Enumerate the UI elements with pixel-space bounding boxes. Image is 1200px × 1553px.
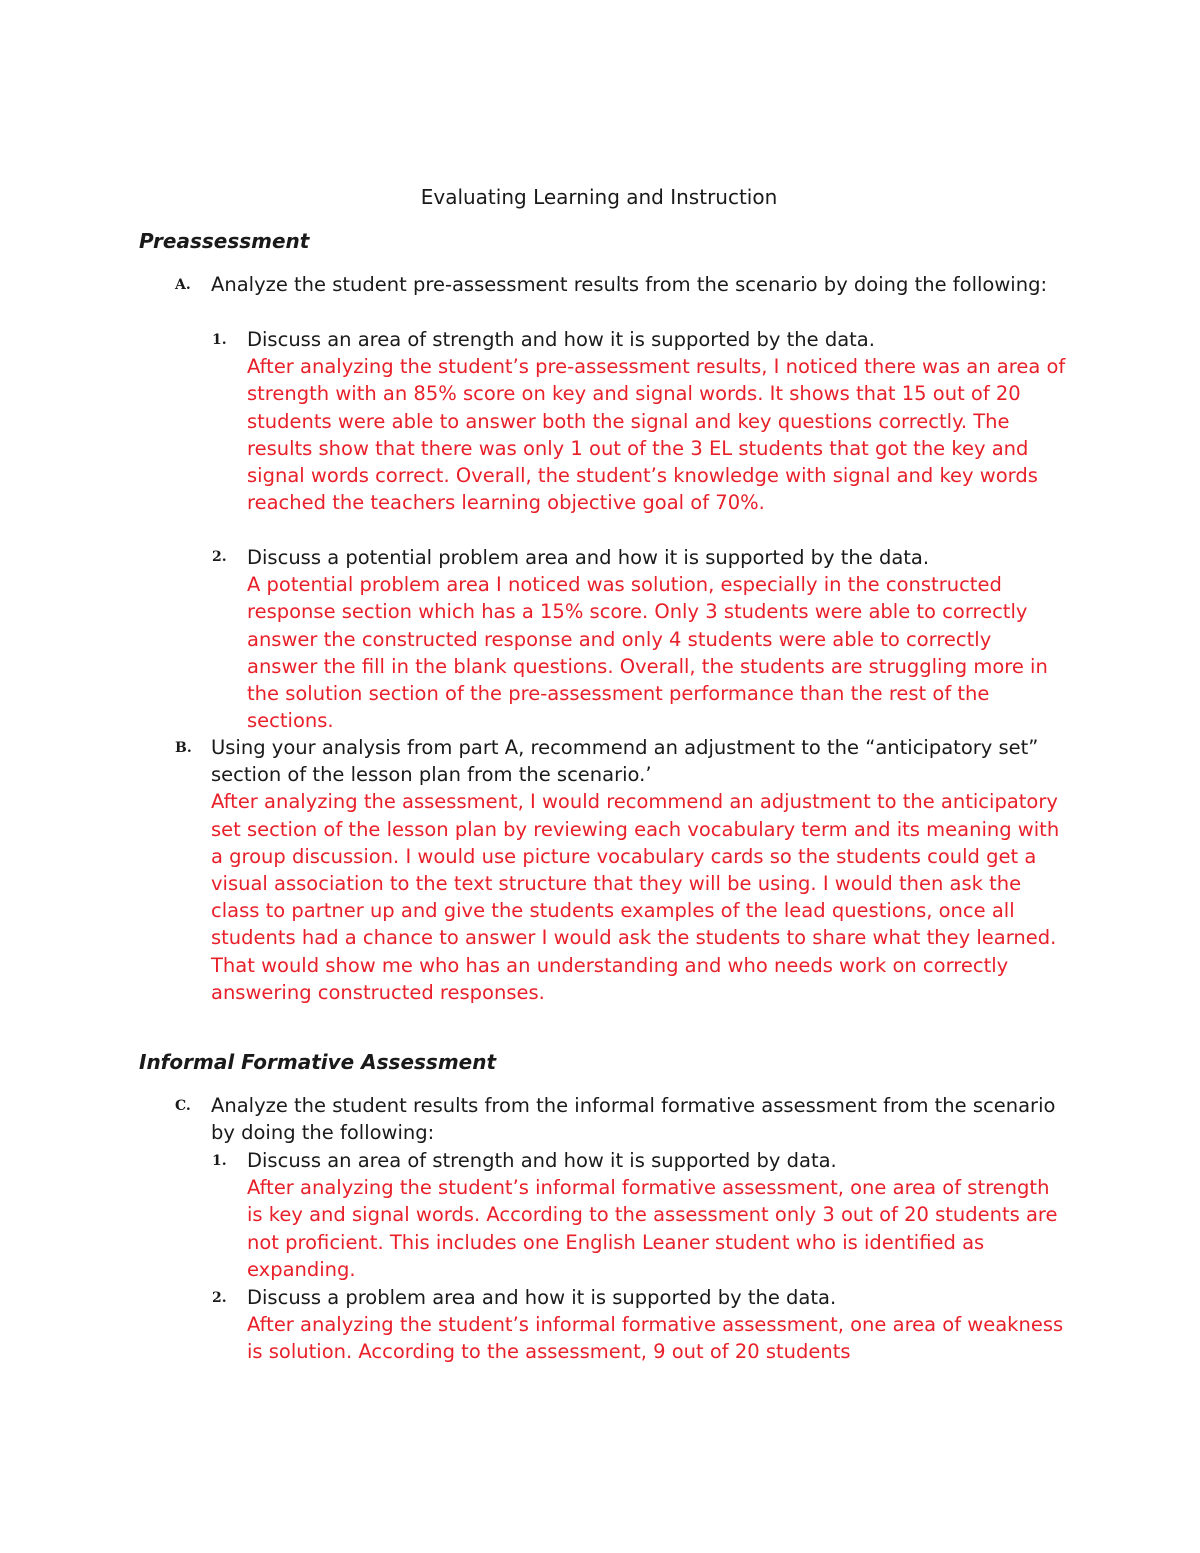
question-a2-prompt: Discuss a potential problem area and how it is supported by the data. bbox=[247, 546, 930, 569]
question-a1-answer: After analyzing the student’s pre-assessment results, I noticed there was an area of strength with an 85% score on key and signal words. It shows that 15 out of 20 students were able to answer both the signal and key questions correctly. The results show that there was only 1 out of the 3 EL students that got the key and signal words correct. Overall, the student’s knowledge with signal and key words reached the teachers learning objective goal of 70%. bbox=[247, 355, 1066, 515]
list-marker-a2: 2. bbox=[212, 549, 227, 565]
question-c2-answer: After analyzing the student’s informal formative assessment, one area of weakness is solution. According to the assessment, 9 out of 20 students bbox=[247, 1313, 1064, 1364]
section-heading-preassessment: Preassessment bbox=[139, 229, 310, 253]
list-marker-c2: 2. bbox=[212, 1290, 227, 1306]
question-c1-prompt: Discuss an area of strength and how it is supported by data. bbox=[247, 1149, 837, 1172]
question-a2-answer: A potential problem area I noticed was solution, especially in the constructed response section which has a 15% score. Only 3 students were able to correctly answer the constructed response and only 4 students were able to correctly answer the fill in the blank questions. Overall, the students are struggling more in the solution section of the pre-assessment performance than the rest of the sections. bbox=[247, 573, 1048, 733]
question-c1-answer: After analyzing the student’s informal formative assessment, one area of strength is key and signal words. According to the assessment only 3 out of 20 students are not proficient. This includes one English Leaner student who is identified as expanding. bbox=[247, 1176, 1058, 1281]
question-b bbox=[211, 734, 1071, 1006]
list-marker-c1: 1. bbox=[212, 1153, 227, 1169]
question-c2-prompt: Discuss a problem area and how it is supported by the data. bbox=[247, 1286, 837, 1309]
question-a2 bbox=[247, 544, 1067, 734]
question-b-answer: After analyzing the assessment, I would recommend an adjustment to the anticipatory set section of the lesson plan by reviewing each vocabulary term and its meaning with a group discussion. I would use picture vocabulary cards so the students could get a visual association to the text structure that they will be using. I would then ask the class to partner up and give the students examples of the lead questions, once all students had a chance to answer I would ask the students to share what they learned. That would show me who has an understanding and who needs work on correctly answering constructed responses. bbox=[211, 790, 1060, 1004]
question-c1 bbox=[247, 1147, 1067, 1283]
page-title: Evaluating Learning and Instruction bbox=[420, 185, 778, 209]
list-marker-b: B. bbox=[175, 740, 192, 756]
question-a1-prompt: Discuss an area of strength and how it is supported by the data. bbox=[247, 328, 875, 351]
list-marker-c: C. bbox=[175, 1098, 191, 1114]
list-marker-a: A. bbox=[175, 277, 191, 293]
question-a1 bbox=[247, 326, 1067, 516]
question-b-prompt: Using your analysis from part A, recommend an adjustment to the “anticipatory set” section of the lesson plan from the scenario.’ bbox=[211, 736, 1039, 787]
question-c-prompt: Analyze the student results from the informal formative assessment from the scenario by doing the following: bbox=[211, 1094, 1056, 1145]
question-c2 bbox=[247, 1284, 1067, 1366]
list-marker-a1: 1. bbox=[212, 332, 227, 348]
section-heading-informal: Informal Formative Assessment bbox=[139, 1050, 497, 1074]
question-a-prompt: Analyze the student pre-assessment results from the scenario by doing the following: bbox=[211, 273, 1048, 296]
